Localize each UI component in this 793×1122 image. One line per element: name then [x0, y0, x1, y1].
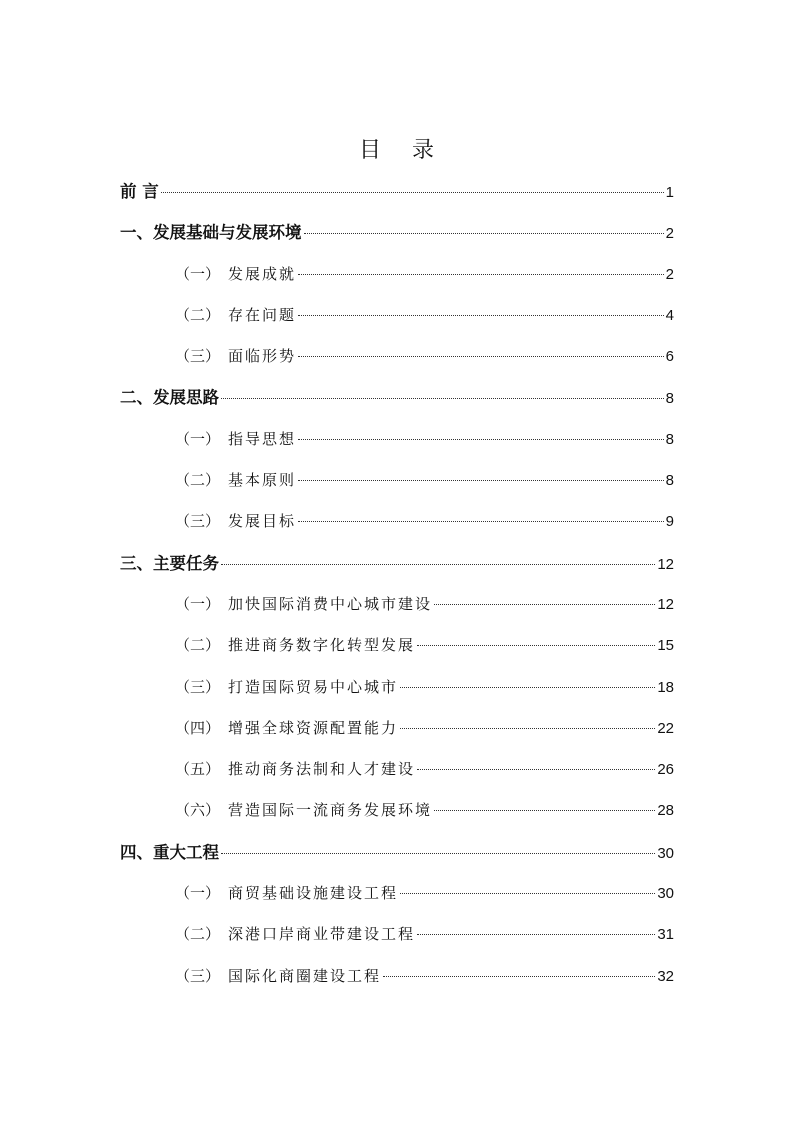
toc-entry-number: （一）	[175, 594, 221, 613]
toc-entry-label: 营造国际一流商务发展环境	[228, 801, 433, 820]
toc-page-number: 31	[657, 926, 674, 944]
toc-entry-label: 推动商务法制和人才建设	[228, 760, 416, 779]
toc-page-number: 12	[657, 595, 674, 613]
dot-leader	[298, 274, 664, 275]
toc-section-entry[interactable]	[120, 956, 674, 997]
dot-leader	[417, 645, 655, 646]
dot-leader	[298, 521, 664, 522]
toc-page-number: 22	[657, 719, 674, 737]
toc-chapter-entry[interactable]	[120, 377, 674, 418]
toc-entry-label: 加快国际消费中心城市建设	[228, 594, 433, 613]
toc-entry-number: （五）	[175, 760, 221, 779]
dot-leader	[434, 810, 655, 811]
toc-entry-label: 商贸基础设施建设工程	[228, 884, 399, 903]
toc-entry-number: （二）	[175, 305, 221, 324]
toc-section-entry[interactable]	[120, 336, 674, 377]
toc-page-number: 6	[665, 348, 674, 366]
dot-leader	[383, 976, 655, 977]
toc-entry-label: 二、发展思路	[120, 388, 219, 408]
toc-entry-label: 前 言	[120, 182, 159, 201]
toc-section-entry[interactable]	[120, 584, 674, 625]
toc-entry-number: （一）	[175, 264, 221, 283]
toc-entry-number: （三）	[175, 677, 221, 696]
toc-section-entry[interactable]	[120, 914, 674, 955]
page-title: 目 录	[359, 138, 446, 163]
dot-leader	[298, 439, 664, 440]
toc-page-number: 1	[665, 184, 674, 201]
toc-entry-number: （三）	[175, 347, 221, 366]
dot-leader	[161, 192, 664, 193]
dot-leader	[417, 934, 655, 935]
toc-entry-number: （四）	[175, 718, 221, 737]
dot-leader	[221, 564, 655, 565]
toc-entry-label: 打造国际贸易中心城市	[228, 677, 399, 696]
toc-entry-number: （二）	[175, 636, 221, 655]
toc-entry-label: 三、主要任务	[120, 553, 219, 573]
toc-section-entry[interactable]	[120, 419, 674, 460]
dot-leader	[434, 604, 655, 605]
toc-entry-number: （三）	[175, 512, 221, 531]
dot-leader	[221, 398, 664, 399]
toc-entry-label: 深港口岸商业带建设工程	[228, 925, 416, 944]
toc-section-entry[interactable]	[120, 254, 674, 295]
toc-section-entry[interactable]	[120, 667, 674, 708]
dot-leader	[221, 853, 655, 854]
toc-page-number: 15	[657, 637, 674, 655]
toc-page-number: 8	[665, 390, 674, 408]
toc-page-number: 8	[665, 472, 674, 490]
toc-entry-label: 面临形势	[228, 347, 297, 366]
toc-entry-number: （二）	[175, 925, 221, 944]
toc-page-number: 9	[665, 513, 674, 531]
toc-entry-label: 发展目标	[228, 512, 297, 531]
toc-page-number: 30	[657, 885, 674, 903]
toc-section-entry[interactable]	[120, 749, 674, 790]
toc-section-entry[interactable]	[120, 625, 674, 666]
toc-page-number: 4	[665, 306, 674, 324]
toc-entry-label: 指导思想	[228, 429, 297, 448]
toc-page-number: 2	[665, 265, 674, 283]
toc-entry-label: 推进商务数字化转型发展	[228, 636, 416, 655]
toc-section-entry[interactable]	[120, 460, 674, 501]
toc-page-number: 2	[665, 225, 674, 243]
toc-section-entry[interactable]	[120, 295, 674, 336]
toc-entry-label: 发展成就	[228, 264, 297, 283]
toc-page-number: 18	[657, 678, 674, 696]
toc-entry-label: 四、重大工程	[120, 842, 219, 862]
table-of-contents	[120, 171, 674, 997]
toc-page-number: 32	[657, 967, 674, 985]
toc-entry-number: （二）	[175, 471, 221, 490]
toc-page-number: 8	[665, 430, 674, 448]
toc-section-entry[interactable]	[120, 501, 674, 542]
toc-entry-number: （六）	[175, 801, 221, 820]
toc-chapter-entry[interactable]	[120, 543, 674, 584]
toc-section-entry[interactable]	[120, 708, 674, 749]
toc-entry-number: （一）	[175, 429, 221, 448]
dot-leader	[298, 315, 664, 316]
toc-chapter-entry[interactable]	[120, 171, 674, 212]
toc-chapter-entry[interactable]	[120, 832, 674, 873]
toc-entry-label: 存在问题	[228, 305, 297, 324]
dot-leader	[400, 893, 655, 894]
toc-entry-number: （一）	[175, 884, 221, 903]
toc-section-entry[interactable]	[120, 873, 674, 914]
dot-leader	[400, 687, 655, 688]
toc-page-number: 30	[657, 844, 674, 862]
toc-entry-label: 国际化商圈建设工程	[228, 966, 382, 985]
toc-entry-number: （三）	[175, 966, 221, 985]
toc-chapter-entry[interactable]	[120, 212, 674, 253]
toc-section-entry[interactable]	[120, 790, 674, 831]
dot-leader	[417, 769, 655, 770]
dot-leader	[298, 480, 664, 481]
dot-leader	[304, 233, 664, 234]
toc-entry-label: 增强全球资源配置能力	[228, 718, 399, 737]
toc-entry-label: 基本原则	[228, 471, 297, 490]
toc-entry-label: 一、发展基础与发展环境	[120, 223, 302, 243]
toc-page-number: 12	[657, 555, 674, 573]
toc-page-number: 26	[657, 761, 674, 779]
dot-leader	[400, 728, 655, 729]
toc-page-number: 28	[657, 802, 674, 820]
dot-leader	[298, 356, 664, 357]
